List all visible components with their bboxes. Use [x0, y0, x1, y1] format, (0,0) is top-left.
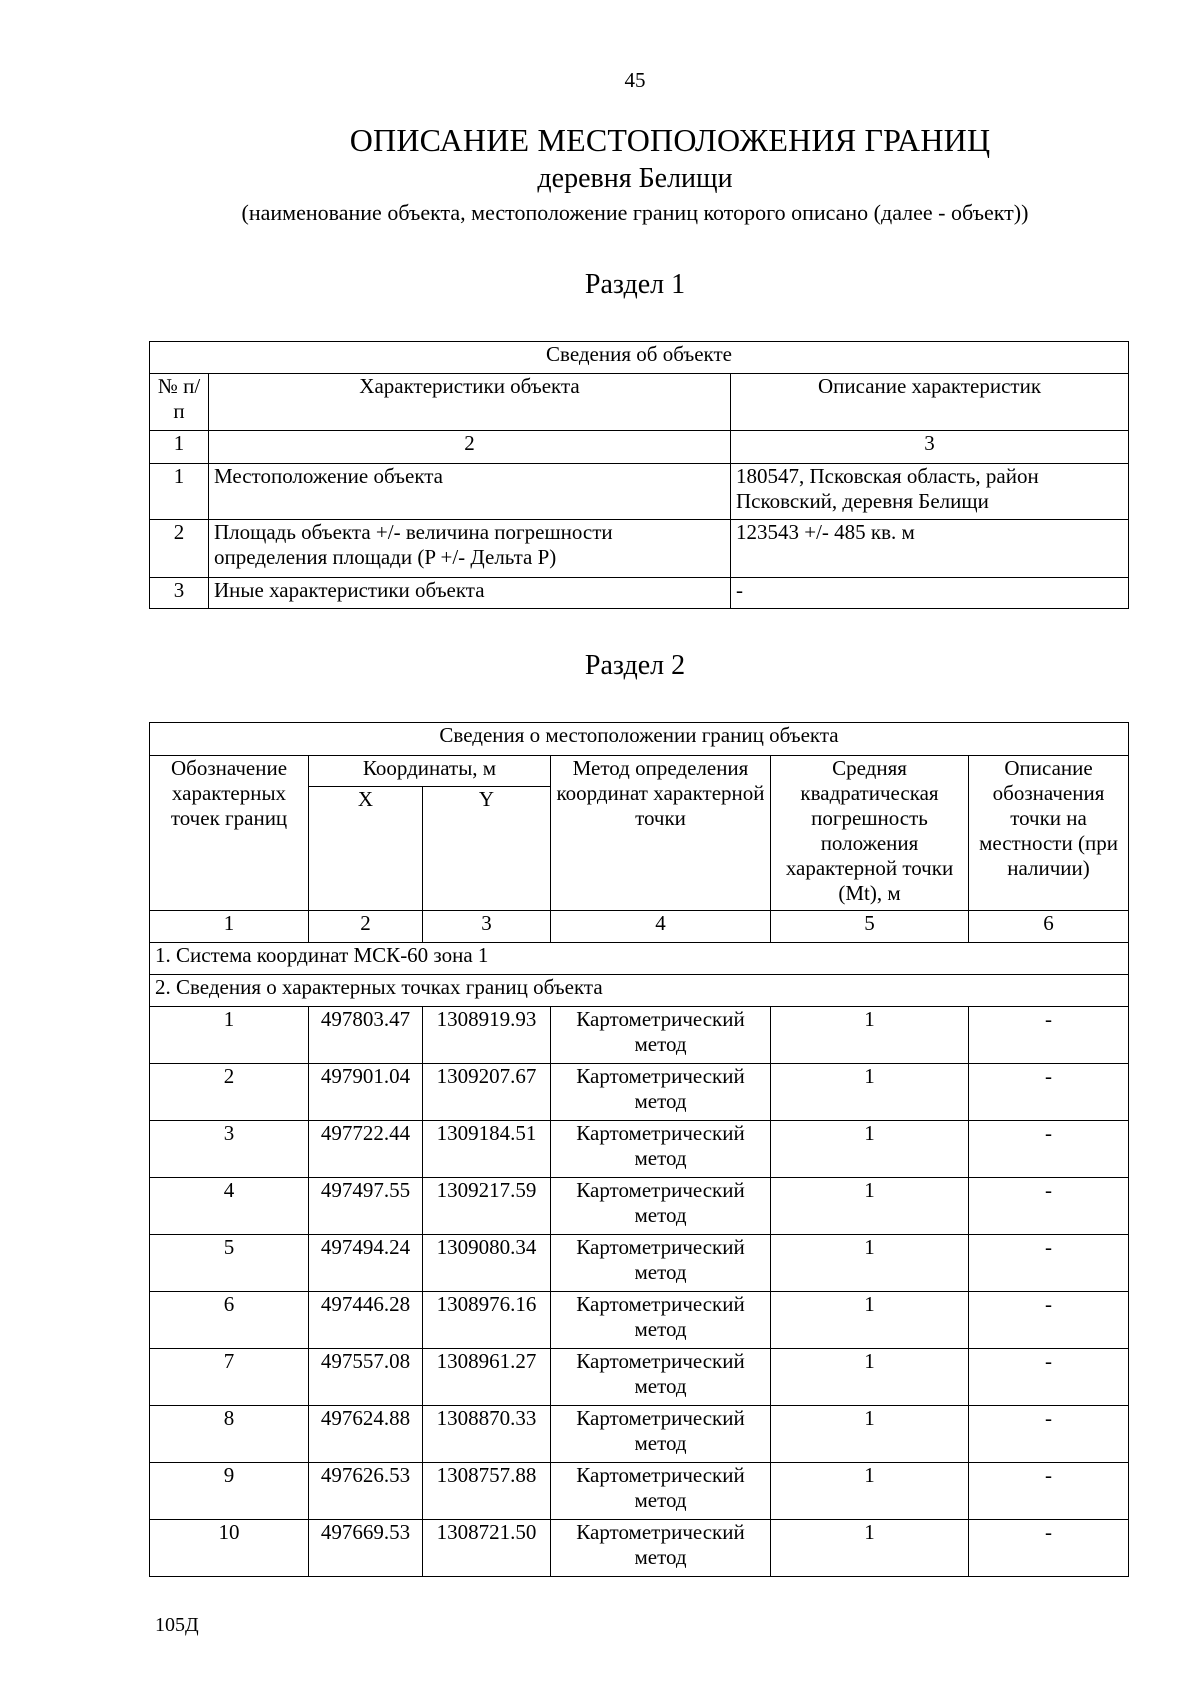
table-row: [150, 578, 1129, 609]
column-number: 1: [150, 911, 309, 943]
object-info-table: [149, 341, 1129, 609]
table-row: [150, 1520, 1129, 1577]
method: Картометрический метод: [551, 1292, 771, 1349]
table-row: [150, 1064, 1129, 1121]
point-description: -: [969, 1235, 1129, 1292]
error-value: 1: [771, 1121, 969, 1178]
method: Картометрический метод: [551, 1121, 771, 1178]
coordinate-system: 1. Система координат МСК-60 зона 1: [150, 943, 1129, 975]
object-name: деревня Белищи: [537, 163, 733, 194]
coord-x: 497722.44: [309, 1121, 423, 1178]
point-id: 3: [150, 1121, 309, 1178]
points-caption: 2. Сведения о характерных точках границ объекта: [150, 975, 1129, 1007]
coord-y: 1309184.51: [423, 1121, 551, 1178]
table-row: [150, 1292, 1129, 1349]
coord-y: 1308919.93: [423, 1007, 551, 1064]
point-id: 10: [150, 1520, 309, 1577]
coord-x: 497497.55: [309, 1178, 423, 1235]
point-description: -: [969, 1520, 1129, 1577]
point-id: 4: [150, 1178, 309, 1235]
coord-x: 497803.47: [309, 1007, 423, 1064]
table-title-row: [150, 723, 1129, 756]
method: Картометрический метод: [551, 1349, 771, 1406]
coord-y: 1308721.50: [423, 1520, 551, 1577]
column-number: 2: [309, 911, 423, 943]
table-row: [150, 1121, 1129, 1178]
point-description: -: [969, 1349, 1129, 1406]
point-id: 6: [150, 1292, 309, 1349]
object-caption: (наименование объекта, местоположение границ которого описано (далее - объект)): [241, 200, 1029, 225]
point-id: 1: [150, 1007, 309, 1064]
table-row: [150, 1406, 1129, 1463]
point-description: -: [969, 1007, 1129, 1064]
row-number: 3: [150, 578, 209, 609]
coordinate-system-row: [150, 943, 1129, 975]
error-value: 1: [771, 1178, 969, 1235]
table-title: Сведения о местоположении границ объекта: [150, 723, 1129, 756]
point-description: -: [969, 1463, 1129, 1520]
table-title: Сведения об объекте: [150, 342, 1129, 374]
table-row: [150, 1463, 1129, 1520]
point-id: 7: [150, 1349, 309, 1406]
document-title: ОПИСАНИЕ МЕСТОПОЛОЖЕНИЯ ГРАНИЦ: [349, 122, 991, 158]
characteristic-name: Площадь объекта +/- величина погрешности определения площади (P +/- Дельта P): [209, 520, 731, 578]
section1-title: Раздел 1: [584, 269, 686, 300]
table-row: [150, 1235, 1129, 1292]
column-number: 4: [551, 911, 771, 943]
header-point: Обозначение характерных точек границ: [150, 756, 309, 911]
header-error: Средняя квадратическая погрешность положения характерной точки (Mt), м: [771, 756, 969, 911]
coord-y: 1309080.34: [423, 1235, 551, 1292]
characteristic-name: Иные характеристики объекта: [209, 578, 731, 609]
method: Картометрический метод: [551, 1178, 771, 1235]
table-title-row: [150, 342, 1129, 374]
point-id: 9: [150, 1463, 309, 1520]
error-value: 1: [771, 1349, 969, 1406]
coord-x: 497901.04: [309, 1064, 423, 1121]
table-row: [150, 464, 1129, 520]
table-header-row: [150, 374, 1129, 431]
header-x: X: [309, 787, 423, 911]
header-description: Описание обозначения точки на местности (при наличии): [969, 756, 1129, 911]
column-number-row: [150, 911, 1129, 943]
table-row: [150, 520, 1129, 578]
table-row: [150, 1178, 1129, 1235]
column-number: 5: [771, 911, 969, 943]
section2-title: Раздел 2: [584, 650, 686, 681]
point-id: 2: [150, 1064, 309, 1121]
table-row: [150, 1349, 1129, 1406]
point-id: 5: [150, 1235, 309, 1292]
table-row: [150, 1007, 1129, 1064]
characteristic-value: -: [731, 578, 1129, 609]
row-number: 2: [150, 520, 209, 578]
error-value: 1: [771, 1064, 969, 1121]
coord-y: 1308757.88: [423, 1463, 551, 1520]
error-value: 1: [771, 1292, 969, 1349]
characteristic-name: Местоположение объекта: [209, 464, 731, 520]
coord-x: 497626.53: [309, 1463, 423, 1520]
coord-y: 1309207.67: [423, 1064, 551, 1121]
column-number-row: [150, 431, 1129, 464]
header-coordinates: Координаты, м: [309, 756, 551, 787]
row-number: 1: [150, 464, 209, 520]
coord-y: 1308961.27: [423, 1349, 551, 1406]
table-header-row: [150, 756, 1129, 787]
point-description: -: [969, 1292, 1129, 1349]
header-number: № п/п: [150, 374, 209, 431]
coord-y: 1308870.33: [423, 1406, 551, 1463]
method: Картометрический метод: [551, 1235, 771, 1292]
footer-code: 105Д: [155, 1614, 199, 1636]
header-characteristic: Характеристики объекта: [209, 374, 731, 431]
coord-x: 497669.53: [309, 1520, 423, 1577]
characteristic-value: 123543 +/- 485 кв. м: [731, 520, 1129, 578]
coord-y: 1309217.59: [423, 1178, 551, 1235]
column-number: 6: [969, 911, 1129, 943]
page-number: 45: [624, 68, 646, 92]
points-caption-row: [150, 975, 1129, 1007]
error-value: 1: [771, 1520, 969, 1577]
header-y: Y: [423, 787, 551, 911]
column-number: 1: [150, 431, 209, 464]
boundary-points-table: [149, 722, 1129, 1577]
method: Картометрический метод: [551, 1406, 771, 1463]
error-value: 1: [771, 1463, 969, 1520]
coord-x: 497624.88: [309, 1406, 423, 1463]
header-method: Метод определения координат характерной точки: [551, 756, 771, 911]
error-value: 1: [771, 1007, 969, 1064]
point-description: -: [969, 1121, 1129, 1178]
error-value: 1: [771, 1235, 969, 1292]
method: Картометрический метод: [551, 1007, 771, 1064]
coord-x: 497494.24: [309, 1235, 423, 1292]
point-description: -: [969, 1064, 1129, 1121]
method: Картометрический метод: [551, 1520, 771, 1577]
column-number: 3: [731, 431, 1129, 464]
header-description: Описание характеристик: [731, 374, 1129, 431]
coord-y: 1308976.16: [423, 1292, 551, 1349]
coord-x: 497557.08: [309, 1349, 423, 1406]
method: Картометрический метод: [551, 1463, 771, 1520]
point-description: -: [969, 1178, 1129, 1235]
column-number: 2: [209, 431, 731, 464]
column-number: 3: [423, 911, 551, 943]
error-value: 1: [771, 1406, 969, 1463]
method: Картометрический метод: [551, 1064, 771, 1121]
point-id: 8: [150, 1406, 309, 1463]
characteristic-value: 180547, Псковская область, район Псковский, деревня Белищи: [731, 464, 1129, 520]
point-description: -: [969, 1406, 1129, 1463]
coord-x: 497446.28: [309, 1292, 423, 1349]
